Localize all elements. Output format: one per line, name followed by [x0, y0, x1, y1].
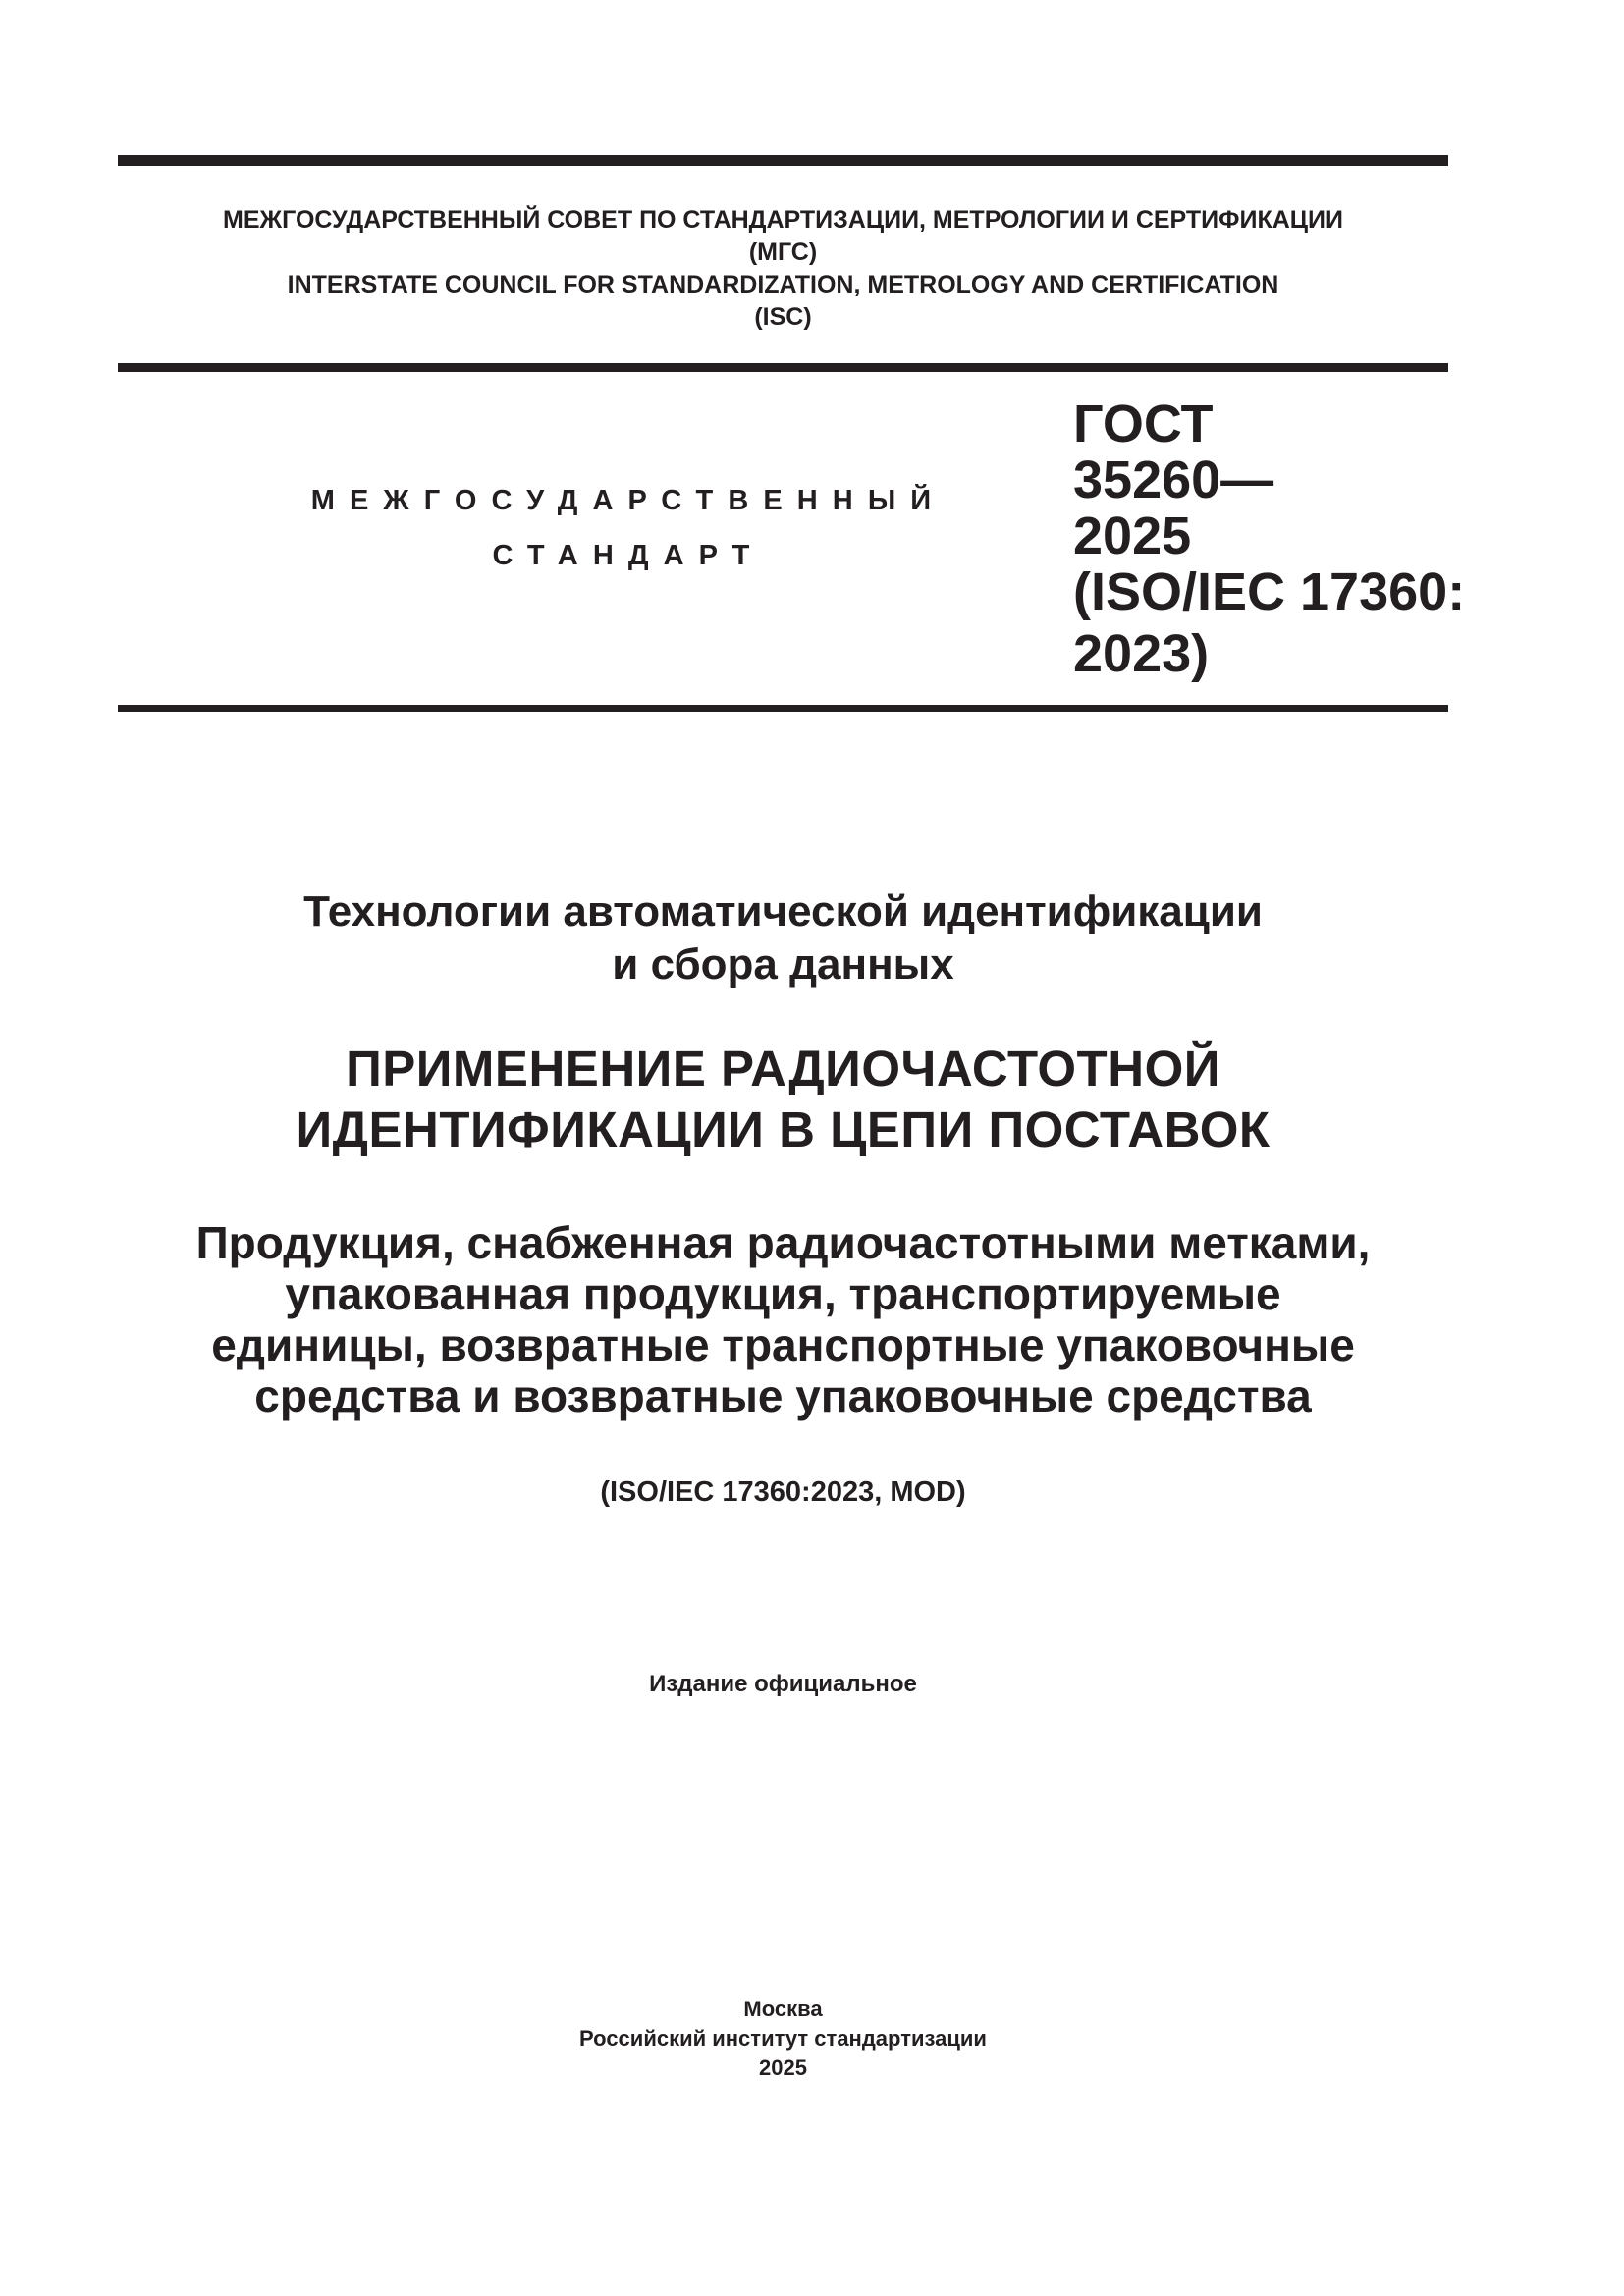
middle-rule [118, 363, 1448, 372]
imprint-year: 2025 [759, 2056, 807, 2080]
imprint-city: Москва [743, 1997, 823, 2021]
designation-line5: 2023) [1073, 624, 1210, 683]
title-sub-line4: средства и возвратные упаковочные средства [254, 1370, 1312, 1421]
title-main-line2: ИДЕНТИФИКАЦИИ В ЦЕПИ ПОСТАВОК [296, 1101, 1271, 1157]
title-group-line1: Технологии автоматической идентификации [303, 887, 1263, 935]
council-name-en: INTERSTATE COUNCIL FOR STANDARDIZATION, METROLOGY AND CERTIFICATION [287, 271, 1279, 298]
title-sub-line1: Продукция, снабженная радиочастотными метками, [195, 1217, 1371, 1268]
title-sub-line2: упакованная продукция, транспортируемые [285, 1268, 1281, 1319]
council-name-ru: МЕЖГОСУДАРСТВЕННЫЙ СОВЕТ ПО СТАНДАРТИЗАЦИИ, МЕТРОЛОГИИ И СЕРТИФИКАЦИИ [223, 206, 1343, 234]
standard-type-line1: МЕЖГОСУДАРСТВЕННЫЙ [310, 485, 947, 516]
international-reference: (ISO/IEC 17360:2023, MOD) [600, 1476, 966, 1508]
imprint [118, 1995, 1448, 2083]
top-rule [118, 155, 1448, 166]
title-sub [118, 1217, 1448, 1421]
bottom-rule [118, 705, 1448, 712]
standard-type-line2: СТАНДАРТ [492, 540, 765, 571]
designation-line3: 2025 [1073, 507, 1192, 565]
title-sub-line3: единицы, возвратные транспортные упаковочные [211, 1319, 1355, 1370]
title-group-line2: и сбора данных [612, 940, 954, 988]
council-abbr-ru: (МГС) [748, 239, 818, 266]
standard-type [295, 473, 962, 583]
imprint-publisher: Российский институт стандартизации [579, 2026, 987, 2051]
council-abbr-en: (ISC) [754, 303, 812, 331]
designation-line1: ГОСТ [1073, 395, 1214, 454]
council-header [118, 204, 1448, 334]
edition-note: Издание официальное [649, 1671, 917, 1697]
standard-designation [1073, 397, 1465, 682]
designation-line2: 35260— [1073, 451, 1274, 509]
title-main [118, 1039, 1448, 1160]
title-group [118, 885, 1448, 991]
title-main-line1: ПРИМЕНЕНИЕ РАДИОЧАСТОТНОЙ [346, 1041, 1220, 1096]
designation-line4: (ISO/IEC 17360: [1073, 562, 1466, 621]
